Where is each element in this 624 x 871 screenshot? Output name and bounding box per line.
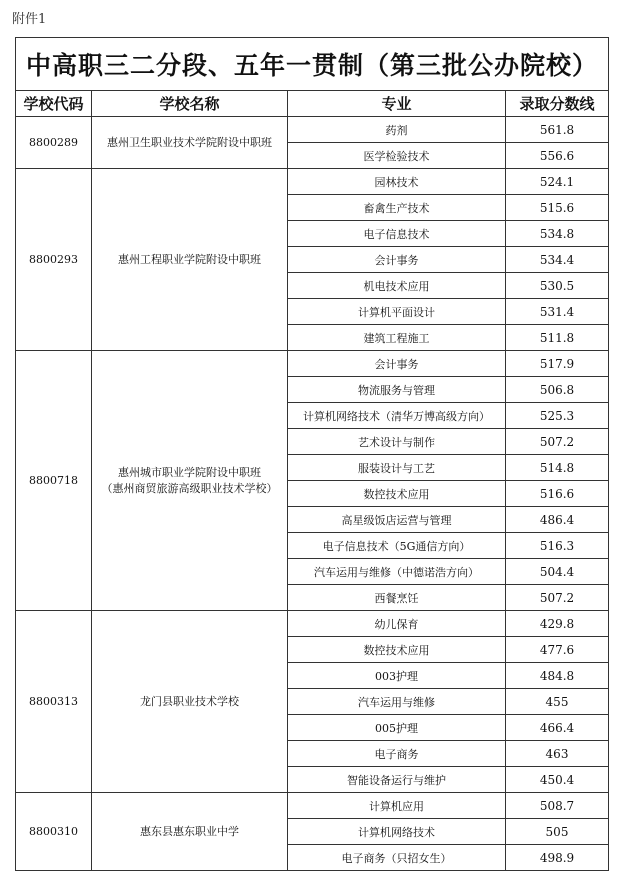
- score-cell: 516.3: [506, 533, 609, 559]
- school-name: 龙门县职业技术学校: [140, 694, 239, 708]
- major-cell: 高星级饭店运营与管理: [288, 507, 506, 533]
- score-cell: 507.2: [506, 429, 609, 455]
- major-cell: 计算机应用: [288, 793, 506, 819]
- table-row: [16, 169, 609, 195]
- score-cell: 531.4: [506, 299, 609, 325]
- school-name-cell: [92, 117, 288, 169]
- major-cell: 计算机网络技术（清华万博高级方向）: [288, 403, 506, 429]
- school-code-cell: 8800313: [16, 611, 92, 793]
- score-cell: 524.1: [506, 169, 609, 195]
- table-row: [16, 117, 609, 143]
- school-name-cell: [92, 611, 288, 793]
- major-cell: 药剂: [288, 117, 506, 143]
- table-row: [16, 351, 609, 377]
- score-cell: 530.5: [506, 273, 609, 299]
- major-cell: 数控技术应用: [288, 481, 506, 507]
- score-cell: 506.8: [506, 377, 609, 403]
- major-cell: 智能设备运行与维护: [288, 767, 506, 793]
- score-cell: 508.7: [506, 793, 609, 819]
- school-code-cell: 8800289: [16, 117, 92, 169]
- score-cell: 466.4: [506, 715, 609, 741]
- score-cell: 561.8: [506, 117, 609, 143]
- score-cell: 517.9: [506, 351, 609, 377]
- score-cell: 450.4: [506, 767, 609, 793]
- score-cell: 477.6: [506, 637, 609, 663]
- major-cell: 建筑工程施工: [288, 325, 506, 351]
- score-cell: 516.6: [506, 481, 609, 507]
- major-cell: 幼儿保育: [288, 611, 506, 637]
- major-cell: 会计事务: [288, 247, 506, 273]
- major-cell: 005护理: [288, 715, 506, 741]
- score-cell: 429.8: [506, 611, 609, 637]
- major-cell: 西餐烹饪: [288, 585, 506, 611]
- score-cell: 534.8: [506, 221, 609, 247]
- score-cell: 463: [506, 741, 609, 767]
- major-cell: 机电技术应用: [288, 273, 506, 299]
- header-major: 专业: [288, 91, 506, 117]
- header-score: 录取分数线: [506, 91, 609, 117]
- score-cell: 525.3: [506, 403, 609, 429]
- school-name-cell: [92, 169, 288, 351]
- header-school-code: 学校代码: [16, 91, 92, 117]
- score-cell: 507.2: [506, 585, 609, 611]
- school-name-cell: [92, 793, 288, 871]
- major-cell: 电子商务: [288, 741, 506, 767]
- major-cell: 电子信息技术（5G通信方向）: [288, 533, 506, 559]
- school-name: 惠东县惠东职业中学: [140, 824, 239, 838]
- table-title: 中高职三二分段、五年一贯制（第三批公办院校）: [16, 38, 609, 91]
- major-cell: 电子商务（只招女生）: [288, 845, 506, 871]
- major-cell: 003护理: [288, 663, 506, 689]
- major-cell: 会计事务: [288, 351, 506, 377]
- score-cell: 505: [506, 819, 609, 845]
- score-cell: 486.4: [506, 507, 609, 533]
- score-cell: 504.4: [506, 559, 609, 585]
- table-row: [16, 793, 609, 819]
- school-code-cell: 8800293: [16, 169, 92, 351]
- school-name-alt: （惠州商贸旅游高级职业技术学校）: [101, 481, 278, 495]
- school-name-cell: [92, 351, 288, 611]
- admission-table-container: [15, 37, 608, 871]
- major-cell: 服装设计与工艺: [288, 455, 506, 481]
- major-cell: 园林技术: [288, 169, 506, 195]
- school-code-cell: 8800718: [16, 351, 92, 611]
- major-cell: 数控技术应用: [288, 637, 506, 663]
- admission-table: [15, 37, 609, 871]
- major-cell: 畜禽生产技术: [288, 195, 506, 221]
- school-code-cell: 8800310: [16, 793, 92, 871]
- major-cell: 物流服务与管理: [288, 377, 506, 403]
- score-cell: 556.6: [506, 143, 609, 169]
- attachment-label: 附件1: [12, 12, 47, 27]
- score-cell: 455: [506, 689, 609, 715]
- major-cell: 电子信息技术: [288, 221, 506, 247]
- school-name: 惠州城市职业学院附设中职班: [118, 465, 261, 479]
- major-cell: 计算机网络技术: [288, 819, 506, 845]
- score-cell: 511.8: [506, 325, 609, 351]
- major-cell: 医学检验技术: [288, 143, 506, 169]
- major-cell: 汽车运用与维修（中德诺浩方向）: [288, 559, 506, 585]
- table-row: [16, 611, 609, 637]
- major-cell: 汽车运用与维修: [288, 689, 506, 715]
- major-cell: 计算机平面设计: [288, 299, 506, 325]
- header-school-name: 学校名称: [92, 91, 288, 117]
- score-cell: 484.8: [506, 663, 609, 689]
- score-cell: 514.8: [506, 455, 609, 481]
- school-name: 惠州卫生职业技术学院附设中职班: [107, 135, 272, 149]
- score-cell: 515.6: [506, 195, 609, 221]
- score-cell: 498.9: [506, 845, 609, 871]
- school-name: 惠州工程职业学院附设中职班: [118, 252, 261, 266]
- score-cell: 534.4: [506, 247, 609, 273]
- major-cell: 艺术设计与制作: [288, 429, 506, 455]
